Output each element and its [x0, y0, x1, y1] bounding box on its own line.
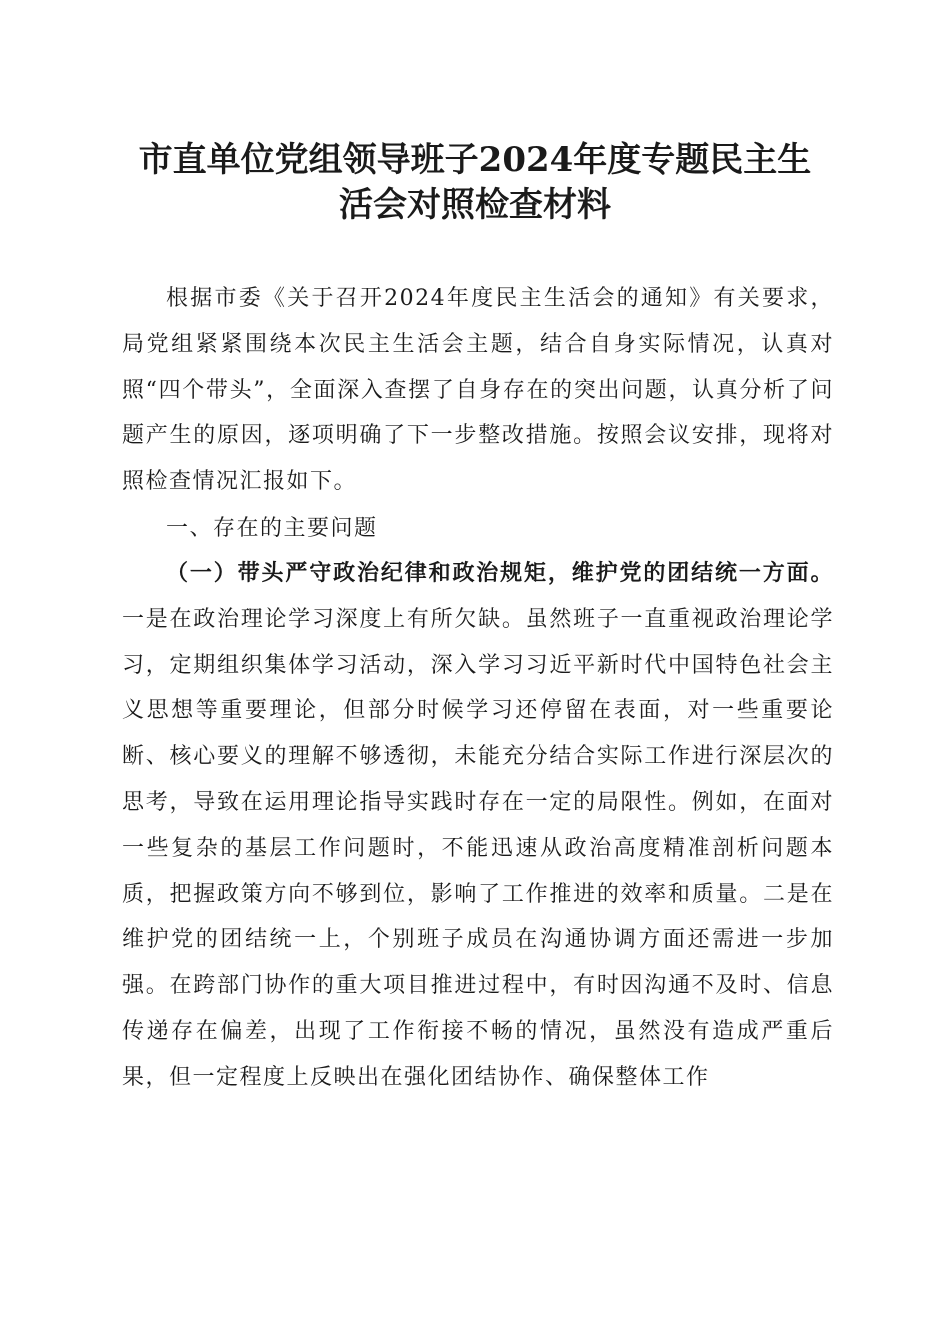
document-title-line-2: 活会对照检查材料: [339, 185, 611, 225]
subsection-paragraph: [122, 551, 834, 1101]
section-heading: 一、存在的主要问题: [166, 516, 378, 541]
subsection-body: 一是在政治理论学习深度上有所欠缺。虽然班子一直重视政治理论学习，定期组织集体学习活动，深入学习习近平新时代中国特色社会主义思想等重要理论，但部分时候学习还停留在表面，对一些重要论断、核心要义的理解不够透彻，未能充分结合实际工作进行深层次的思考，导致在运用理论指导实践时存在一定的局限性。例如，在面对一些复杂的基层工作问题时，不能迅速从政治高度精准剖析问题本质，把握政策方向不够到位，影响了工作推进的效率和质量。二是在维护党的团结统一上，个别班子成员在沟通协调方面还需进一步加强。在跨部门协作的重大项目推进过程中，有时因沟通不及时、信息传递存在偏差，出现了工作衔接不畅的情况，虽然没有造成严重后果，但一定程度上反映出在强化团结协作、确保整体工作: [122, 606, 834, 1090]
intro-paragraph: 根据市委《关于召开2024年度民主生活会的通知》有关要求，局党组紧紧围绕本次民主生活会主题，结合自身实际情况，认真对照“四个带头”，全面深入查摆了自身存在的突出问题，认真分析了问题产生的原因，逐项明确了下一步整改措施。按照会议安排，现将对照检查情况汇报如下。: [122, 286, 834, 495]
subsection-lead: （一）带头严守政治纪律和政治规矩，维护党的团结统一方面。: [166, 561, 834, 586]
document-title-line-1: 市直单位党组领导班子2024年度专题民主生: [138, 140, 812, 180]
